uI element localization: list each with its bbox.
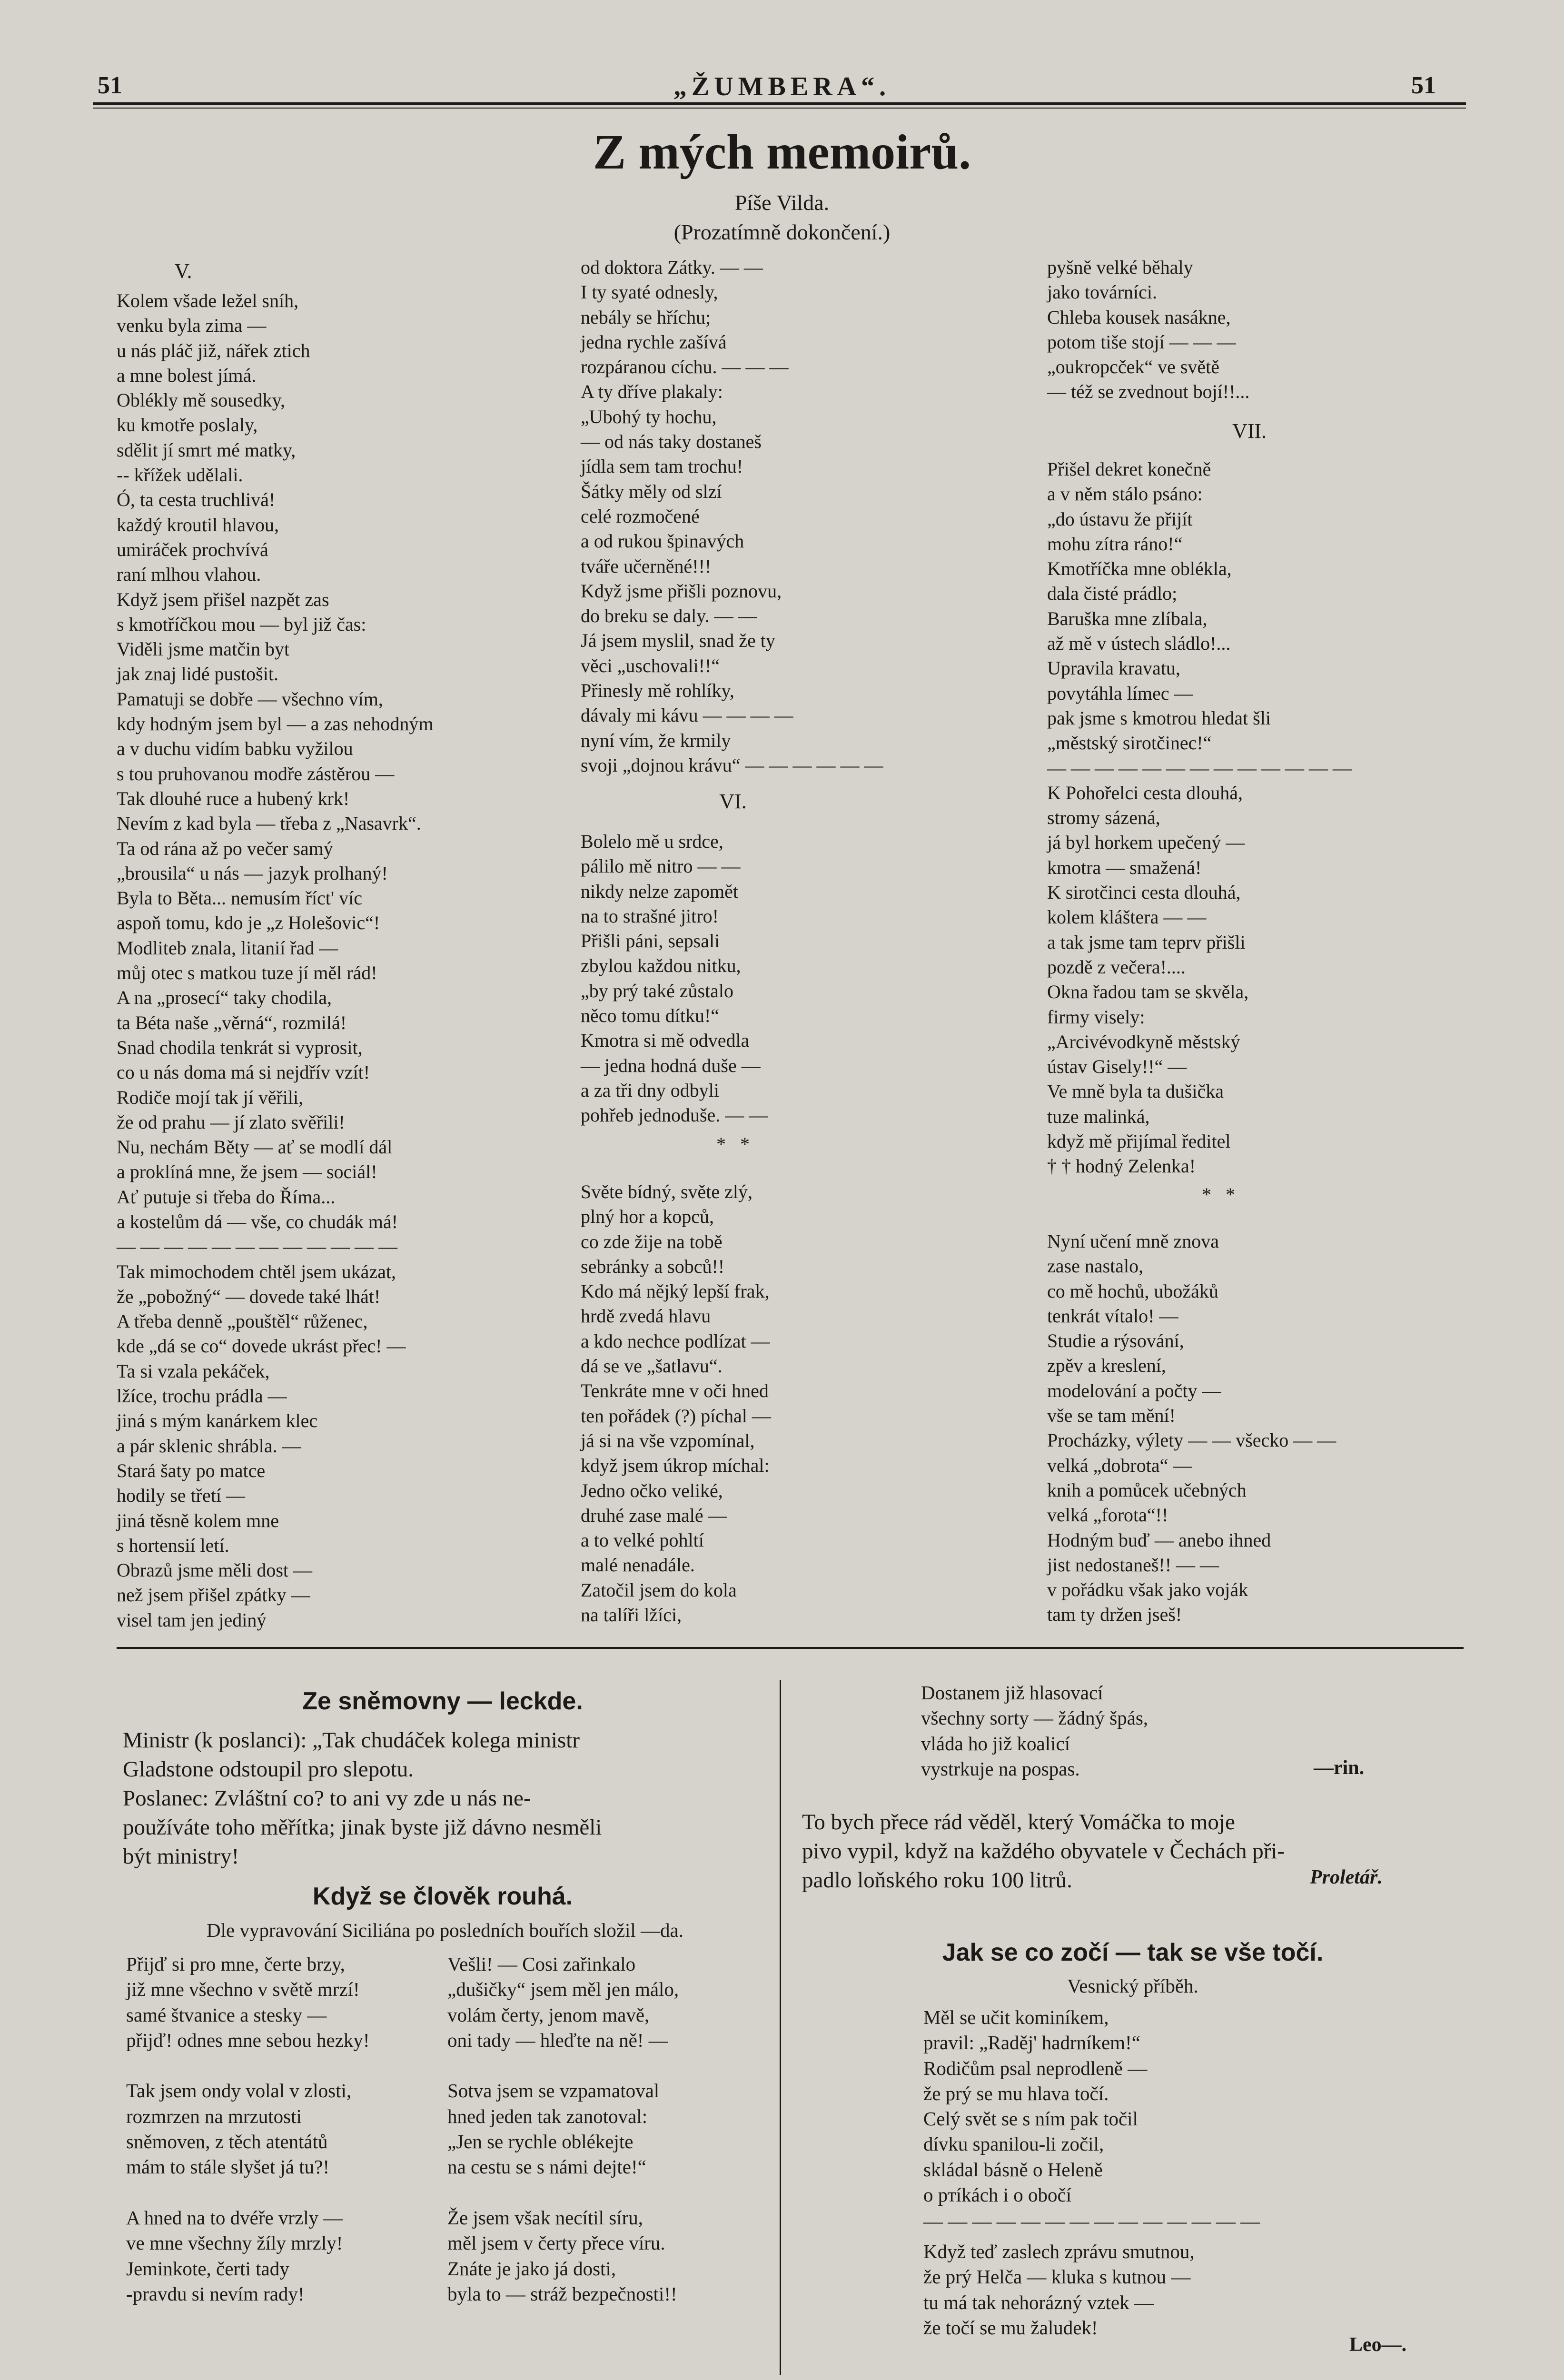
text-line: Ministr (k poslanci): „Tak chudáček kolega ministr <box>123 1728 580 1753</box>
text-line: Modliteb znala, litanií řad — <box>117 937 338 959</box>
text-line: Já jsem myslil, snad že ty <box>581 630 775 652</box>
text-line: vystrkuje na pospas. <box>921 1757 1080 1780</box>
text-line: Viděli jsme matčin byt <box>117 638 290 660</box>
article-byline: Píše Vilda. <box>734 190 830 215</box>
text-line: povytáhla límec — <box>1047 682 1193 704</box>
text-line: Když jsme přišli poznovu, <box>581 580 782 602</box>
text-line: Nevím z kad byla — třeba z „Nasavrk“. <box>117 813 421 834</box>
text-line: visel tam jen jediný <box>117 1609 267 1631</box>
text-line: jiná těsně kolem mne <box>117 1509 279 1531</box>
text-line <box>126 2053 440 2078</box>
toci-title: Jak se co zočí — tak se vše točí. <box>942 1939 1324 1966</box>
text-line: rozpáranou cíchu. — — — <box>581 356 789 378</box>
text-line: malé nenadále. <box>581 1554 695 1576</box>
text-line: Gladstone odstoupil pro slepotu. <box>123 1757 414 1782</box>
text-line: jedna rychle zašívá <box>581 331 727 353</box>
text-line: modelování a počty — <box>1047 1379 1221 1401</box>
text-line: a mne bolest jímá. <box>117 364 257 386</box>
text-line: ku kmotře poslaly, <box>117 414 258 436</box>
text-line: když mě přijímal ředitel <box>1047 1130 1231 1152</box>
poem-column-1 <box>117 288 535 1633</box>
hlasovaci-signature: —rin. <box>1314 1757 1365 1779</box>
masthead-title: „ŽUMBERA“. <box>673 72 891 101</box>
text-line: Nyní učení mně znova <box>1047 1230 1219 1252</box>
text-line: jako továrníci. <box>1047 281 1158 303</box>
text-line: dala čisté prádlo; <box>1047 583 1178 605</box>
text-line: kmotra — smažená! <box>1047 856 1202 878</box>
text-line: zpěv a kreslení, <box>1047 1355 1166 1377</box>
text-line: Šátky měly od slzí <box>581 480 722 502</box>
text-line: mohu zítra ráno!“ <box>1047 533 1183 555</box>
text-line: já byl horkem upečený — <box>1047 832 1245 853</box>
text-line: jiná s mým kanárkem klec <box>117 1410 318 1432</box>
text-line: pohřeb jednoduše. — — <box>581 1104 768 1126</box>
text-line: A třeba denně „pouštěl“ růženec, <box>117 1310 368 1332</box>
text-line: „dušičky“ jsem měl jen málo, <box>447 1978 679 2001</box>
text-line: Jeminkote, čerti tady <box>126 2257 289 2280</box>
text-line: Snad chodila tenkrát si vyprosit, <box>117 1036 363 1058</box>
text-line: raní mlhou vlahou. <box>117 564 261 585</box>
text-line: Světe bídný, světe zlý, <box>581 1181 753 1202</box>
text-line: kde „dá se co“ dovede ukrást přec! — <box>117 1335 406 1357</box>
toci-signature: Leo—. <box>1349 2334 1407 2356</box>
text-line: přijď! odnes mne sebou hezky! <box>126 2029 370 2051</box>
text-line: co mě hochů, ubožáků <box>1047 1280 1218 1302</box>
text-line: Dostanem již hlasovací <box>921 1682 1103 1704</box>
text-line: umiráček prochvívá <box>117 538 268 560</box>
text-line <box>447 2180 776 2205</box>
text-line: knih a pomůcek učebných <box>1047 1479 1247 1501</box>
text-line: jist nedostaneš!! — — <box>1047 1554 1219 1576</box>
text-line: svoji „dojnou krávu“ — — — — — — <box>581 754 883 776</box>
text-line: — od nás taky dostaneš <box>581 431 762 453</box>
text-line: a to velké pohltí <box>581 1529 704 1551</box>
text-line: Ta si vzala pekáček, <box>117 1360 270 1382</box>
poem-column-2-part-a <box>581 255 1009 778</box>
text-line: „Ubohý ty hochu, <box>581 406 717 427</box>
toci-divider: — — — — — — — — — — — — — — <box>923 2210 1260 2232</box>
text-line: Znáte je jako já dosti, <box>447 2257 616 2280</box>
text-line: o ртíkách i o obočí <box>923 2184 1072 2206</box>
toci-poem-a <box>923 2005 1352 2208</box>
text-line: A hned na to dvéře vrzly — <box>126 2206 343 2229</box>
article-note: (Prozatímně dokončení.) <box>673 220 891 244</box>
page-number-right: 51 <box>1411 72 1436 99</box>
stars-divider: * * <box>716 1133 750 1155</box>
text-line: Baruška mne zlíbala, <box>1047 607 1208 629</box>
text-line: já si na vše vzpomínal, <box>581 1429 755 1451</box>
text-line: tu má tak nehorázný vztek — <box>923 2291 1154 2313</box>
text-line: Kmotra si mě odvedla <box>581 1030 750 1051</box>
text-line: — — — — — — — — — — — — <box>117 1236 397 1258</box>
text-line: nyní vím, že krmily <box>581 729 731 751</box>
text-line: Tak dlouhé ruce a hubený krk! <box>117 787 350 809</box>
text-line: „do ústavu že přijít <box>1047 508 1193 530</box>
snemovna-title: Ze sněmovny — leckde. <box>302 1687 583 1715</box>
text-line: a v duchu vidím babku vyžilou <box>117 738 353 760</box>
section-heading-vi: VI. <box>719 790 747 813</box>
text-line: I ty syaté odnesly, <box>581 281 718 303</box>
text-line: a kdo nechce podlízat — <box>581 1330 770 1352</box>
text-line: v pořádku však jako voják <box>1047 1579 1248 1601</box>
text-line: než jsem přišel zpátky — <box>117 1584 310 1606</box>
text-line: ta Béta naše „věrná“, rozmilá! <box>117 1012 347 1033</box>
text-line: A ty dříve plakaly: <box>581 381 723 403</box>
text-line: a pár sklenic shrábla. — <box>117 1435 301 1457</box>
section-heading-vii: VII. <box>1232 419 1267 443</box>
text-line: co u nás doma má si nejdřív vzít! <box>117 1061 370 1083</box>
text-line: Kolem všade ležel sníh, <box>117 290 299 311</box>
text-line: ten pořádek (?) píchal — <box>581 1405 771 1427</box>
text-line: Rodičům psal neprodleně — <box>923 2057 1148 2079</box>
text-line: „Arcivévodkyně městský <box>1047 1031 1240 1052</box>
text-line: pak jsme s kmotrou hledat šli <box>1047 707 1271 729</box>
text-line: Upravila kravatu, <box>1047 657 1180 679</box>
rouha-poem-right <box>447 1952 776 2307</box>
text-line: sebránky a sobců!! <box>581 1255 725 1277</box>
text-line: Tak mimochodem chtěl jsem ukázat, <box>117 1260 396 1282</box>
section-rule <box>117 1647 1464 1649</box>
text-line: rozmrzen na mrzutosti <box>126 2105 302 2127</box>
text-line: ústav Gisely!!“ — <box>1047 1056 1187 1078</box>
text-line: na talíři lžíci, <box>581 1604 682 1626</box>
text-line: kolem kláštera — — <box>1047 906 1207 928</box>
section-heading-v: V. <box>174 259 192 283</box>
text-line: Že jsem však necítil síru, <box>447 2206 643 2229</box>
text-line: na cestu se s námi dejte!“ <box>447 2156 646 2178</box>
text-line: Okna řadou tam se skvěla, <box>1047 981 1249 1003</box>
text-line: tuze malinká, <box>1047 1105 1150 1127</box>
text-line: že prý se mu hlava točí. <box>923 2082 1109 2104</box>
text-line: Přijď si pro mne, čerte brzy, <box>126 1953 345 1975</box>
text-line: Rodiče mojí tak jí věřili, <box>117 1086 304 1108</box>
text-line: Ať putuje si třeba do Říma... <box>117 1186 336 1208</box>
text-line: „městský sirotčinec!“ <box>1047 732 1212 754</box>
text-line: a proklíná mne, že jsem — sociál! <box>117 1161 377 1183</box>
text-line: celé rozmočené <box>581 505 700 527</box>
text-line: — jedna hodná duše — <box>581 1054 761 1076</box>
poem-column-3-part-c <box>1047 1229 1475 1627</box>
text-line: venku byla zima — <box>117 315 267 337</box>
text-line: Kmotříčka mne oblékla, <box>1047 558 1232 580</box>
text-line: s kmotříčkou mou — byl již čas: <box>117 613 366 635</box>
text-line: Oblékly mě sousedky, <box>117 389 286 411</box>
text-line: Studie a rýsování, <box>1047 1330 1184 1352</box>
text-line: jídla sem tam trochu! <box>581 456 743 477</box>
rouha-subtitle: Dle vypravování Siciliána po posledních bouřích složil —da. <box>207 1919 683 1941</box>
text-line: že od prahu — jí zlato svěřili! <box>117 1111 345 1133</box>
text-line: hodily se třetí — <box>117 1485 245 1507</box>
text-line: Tak jsem ondy volal v zlosti, <box>126 2080 352 2102</box>
rouha-title: Když se člověk rouhá. <box>312 1883 573 1910</box>
header-rule-thin <box>93 108 1466 109</box>
text-line: mám to stále slyšet já tu?! <box>126 2156 329 2178</box>
text-line: Pamatuji se dobře — všechno vím, <box>117 688 383 710</box>
text-line: Sotva jsem se vzpamatoval <box>447 2080 660 2102</box>
text-line: velká „forota“!! <box>1047 1504 1168 1526</box>
text-line: a v něm stálo psáno: <box>1047 483 1203 505</box>
text-line: pivo vypil, když na každého obyvatele v Čechách při- <box>802 1839 1285 1864</box>
text-line: věci „uschovali!!“ <box>581 654 720 676</box>
text-line: všechny sorty — žádný špás, <box>921 1707 1148 1729</box>
text-line: A na „prosecí“ taky chodila, <box>117 987 332 1009</box>
text-line: tenkrát vítalo! — <box>1047 1305 1178 1327</box>
text-line: Přinesly mě rohlíky, <box>581 680 734 702</box>
text-line: „brousila“ u nás — jazyk prolhaný! <box>117 862 388 884</box>
text-line: druhé zase malé — <box>581 1504 727 1526</box>
header-rule <box>93 102 1466 105</box>
text-line: „oukropcček“ ve světě <box>1047 356 1220 378</box>
text-line: pozdě z večera!.... <box>1047 956 1186 978</box>
text-line: Vešli! — Cosi zařinkalo <box>447 1953 636 1975</box>
text-line: a tak jsme tam teprv přišli <box>1047 931 1246 953</box>
text-line: pravil: „Raděj' hadrníkem!“ <box>923 2032 1140 2054</box>
text-line: již mne všechno v světě mrzí! <box>126 1978 360 2001</box>
text-line: Zatočil jsem do kola <box>581 1579 737 1601</box>
text-line: K sirotčinci cesta dlouhá, <box>1047 882 1241 903</box>
text-line <box>447 2053 776 2078</box>
text-line: Ta od rána až po večer samý <box>117 837 333 859</box>
text-line: samé štvanice a stesky — <box>126 2003 327 2026</box>
text-line: Obrazů jsme měli dost — <box>117 1559 313 1581</box>
pivo-signature: Proletář. <box>1310 1866 1383 1888</box>
text-line: kdy hodným jsem byl — a zas nehodným <box>117 713 434 735</box>
article-title: Z mých memoirů. <box>593 125 971 179</box>
text-line: Celý svět se s ním pak točil <box>923 2108 1138 2130</box>
text-line: každý kroutil hlavou, <box>117 514 279 536</box>
page-number-left: 51 <box>98 72 122 99</box>
text-line: a od rukou špinavých <box>581 530 744 552</box>
text-line: na to strašné jitro! <box>581 905 719 927</box>
snemovna-text <box>123 1726 780 1871</box>
text-line: Stará šaty po matce <box>117 1459 266 1481</box>
text-line: hrdě zvedá hlavu <box>581 1305 711 1327</box>
toci-poem-b <box>923 2239 1352 2340</box>
text-line: s hortensií letí. <box>117 1534 229 1556</box>
text-line: Měl se učit kominíkem, <box>923 2006 1109 2028</box>
text-line: až mě v ústech sládlo!... <box>1047 633 1231 654</box>
text-line: Hodným buď — anebo ihned <box>1047 1529 1271 1551</box>
text-line: tam ty držen jseš! <box>1047 1604 1182 1626</box>
poem-column-2-part-b <box>581 829 1009 1128</box>
text-line: vláda ho již koalicí <box>921 1732 1070 1755</box>
text-line: zbylou každou nitku, <box>581 955 741 977</box>
text-line: co zde žije na tobě <box>581 1230 723 1252</box>
text-line: lžíce, trochu prádla — <box>117 1385 287 1407</box>
text-line: K Pohořelci cesta dlouhá, <box>1047 782 1243 803</box>
text-line: něco tomu dítku!“ <box>581 1005 720 1027</box>
text-line: Přišli páni, sepsali <box>581 930 720 952</box>
text-line: Ve mně byla ta dušička <box>1047 1081 1224 1102</box>
text-line: Bolelo mě u srdce, <box>581 831 723 852</box>
text-line: Když jsem přišel nazpět zas <box>117 588 329 610</box>
rouha-poem-left <box>126 1952 440 2307</box>
text-line: a kostelům dá — vše, co chudák má! <box>117 1210 398 1232</box>
toci-subtitle: Vesnický příběh. <box>1067 1975 1198 1997</box>
text-line: u nás pláč již, nářek ztich <box>117 339 310 361</box>
text-line: „by prý také zůstalo <box>581 980 733 1002</box>
text-line: pálilo mě nitro — — <box>581 855 741 877</box>
text-line: dívku spanilou-li zočil, <box>923 2133 1104 2155</box>
text-line: plný hor a kopců, <box>581 1206 714 1228</box>
text-line: Nu, nechám Běty — ať se modlí dál <box>117 1136 393 1158</box>
text-line: „Jen se rychle oblékejte <box>447 2131 634 2153</box>
text-line: stromy sázená, <box>1047 807 1160 829</box>
text-line: velká „dobrota“ — <box>1047 1454 1192 1476</box>
text-line: zase nastalo, <box>1047 1255 1144 1277</box>
text-line: jak znaj lidé pustošit. <box>117 663 278 685</box>
text-line: že „pobožný“ — dovede také lhát! <box>117 1285 381 1307</box>
text-line: Když teď zaslech zprávu smutnou, <box>923 2241 1195 2262</box>
text-line: že točí se mu žaludek! <box>923 2316 1098 2339</box>
text-line: dá se ve „šatlavu“. <box>581 1355 723 1377</box>
text-line: — též se zvednout bojí!!... <box>1047 381 1250 403</box>
text-line: pyšně velké běhaly <box>1047 257 1193 278</box>
text-line: Byla to Běta... nemusím říct' víc <box>117 887 362 909</box>
text-line: -pravdu si nevím rady! <box>126 2282 305 2305</box>
text-line: vše se tam mění! <box>1047 1405 1176 1427</box>
text-line: Tenkráte mne v oči hned <box>581 1380 769 1402</box>
text-line: — — — — — — — — — — — — — <box>1047 757 1352 779</box>
text-line: můj otec s matkou tuze jí měl rád! <box>117 962 377 984</box>
poem-column-2-part-c <box>581 1180 1009 1627</box>
text-line: potom tiše stojí — — — <box>1047 331 1236 353</box>
poem-column-3-part-a <box>1047 255 1475 405</box>
text-line: používáte toho měřítka; jinak byste již dávno nesměli <box>123 1815 602 1840</box>
text-line: že prý Helča — kluka s kutnou — <box>923 2266 1191 2288</box>
text-line: měl jsem v čerty přece víru. <box>447 2232 665 2254</box>
text-line: být ministry! <box>123 1844 239 1869</box>
text-line: volám čerty, jenom mavě, <box>447 2003 650 2026</box>
text-line: když jsem úkrop míchal: <box>581 1455 770 1477</box>
poem-column-3-part-b <box>1047 457 1475 1179</box>
text-line: nebály se hříchu; <box>581 306 711 328</box>
text-line: sdělit jí smrt mé matky, <box>117 439 296 461</box>
text-line: firmy visely: <box>1047 1006 1145 1028</box>
text-line: a za tři dny odbyli <box>581 1079 720 1101</box>
text-line: padlo loňského roku 100 litrů. <box>802 1868 1072 1893</box>
text-line: tváře učerněné!!! <box>581 555 712 577</box>
text-line: do breku se daly. — — <box>581 605 757 627</box>
text-line: Kdo má nějký lepší frak, <box>581 1280 770 1302</box>
text-line: -- křížek udělali. <box>117 464 243 486</box>
text-line: Chleba kousek nasákne, <box>1047 306 1231 328</box>
stars-divider-2: * * <box>1202 1184 1235 1205</box>
column-divider <box>780 1680 781 2375</box>
text-line: dávaly mi kávu — — — — <box>581 704 793 726</box>
text-line: † † hodný Zelenka! <box>1047 1155 1196 1177</box>
text-line: sněmoven, z těch atentátů <box>126 2131 328 2153</box>
text-line: byla to — stráž bezpečnosti!! <box>447 2282 677 2305</box>
text-line <box>126 2180 440 2205</box>
text-line: s tou pruhovanou modře zástěrou — <box>117 763 395 784</box>
text-line: Jedno očko veliké, <box>581 1479 723 1501</box>
text-line: nikdy nelze zapomět <box>581 880 738 902</box>
text-line: hned jeden tak zanotoval: <box>447 2105 648 2127</box>
text-line: aspoň tomu, kdo je „z Holešovic“! <box>117 912 380 934</box>
text-line: Přišel dekret konečně <box>1047 458 1211 480</box>
text-line: skládal básně o Heleně <box>923 2158 1103 2181</box>
text-line: od doktora Zátky. — — <box>581 257 763 278</box>
text-line: To bych přece rád věděl, který Vomáčka to moje <box>802 1810 1235 1835</box>
text-line: Procházky, výlety — — všecko — — <box>1047 1429 1336 1451</box>
text-line: Ó, ta cesta truchlivá! <box>117 489 276 511</box>
text-line: oni tady — hleďte na ně! — <box>447 2029 668 2051</box>
hlasovaci-poem <box>921 1680 1254 1782</box>
text-line: ve mne všechny žíly mrzly! <box>126 2232 343 2254</box>
text-line: Poslanec: Zvláštní co? to ani vy zde u nás ne- <box>123 1786 531 1811</box>
